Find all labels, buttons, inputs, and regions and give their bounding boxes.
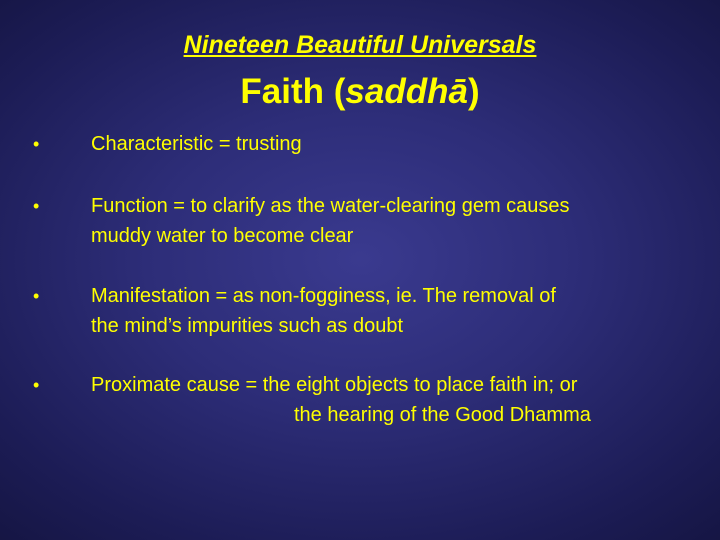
bullet-text	[91, 191, 676, 251]
bullet-text	[91, 370, 676, 430]
bullet-line-2: the hearing of the Good Dhamma	[294, 404, 591, 426]
title-italic-word: saddh	[345, 72, 449, 111]
title-suffix: )	[467, 72, 480, 111]
title-special-glyph: ā	[448, 72, 468, 111]
bullet-line-1: Function = to clarify as the water-clearing gem causes	[91, 195, 570, 217]
bullet-text	[91, 129, 676, 159]
title-prefix: Faith (	[240, 72, 346, 111]
bullet-dot: •	[33, 286, 40, 306]
bullet-line-2: the mind’s impurities such as doubt	[91, 315, 404, 337]
slide-subtitle: Nineteen Beautiful Universals	[183, 31, 537, 59]
bullet-line-1: Proximate cause = the eight objects to place faith in; or	[91, 374, 578, 396]
bullet-dot: •	[33, 375, 40, 395]
bullet-line-2: muddy water to become clear	[91, 225, 354, 247]
bullet-line-1: Manifestation = as non-fogginess, ie. The removal of	[91, 285, 556, 307]
bullet-line-1: Characteristic = trusting	[91, 133, 302, 155]
bullet-text	[91, 281, 676, 341]
bullet-dot: •	[33, 134, 40, 154]
bullet-dot: •	[33, 196, 40, 216]
